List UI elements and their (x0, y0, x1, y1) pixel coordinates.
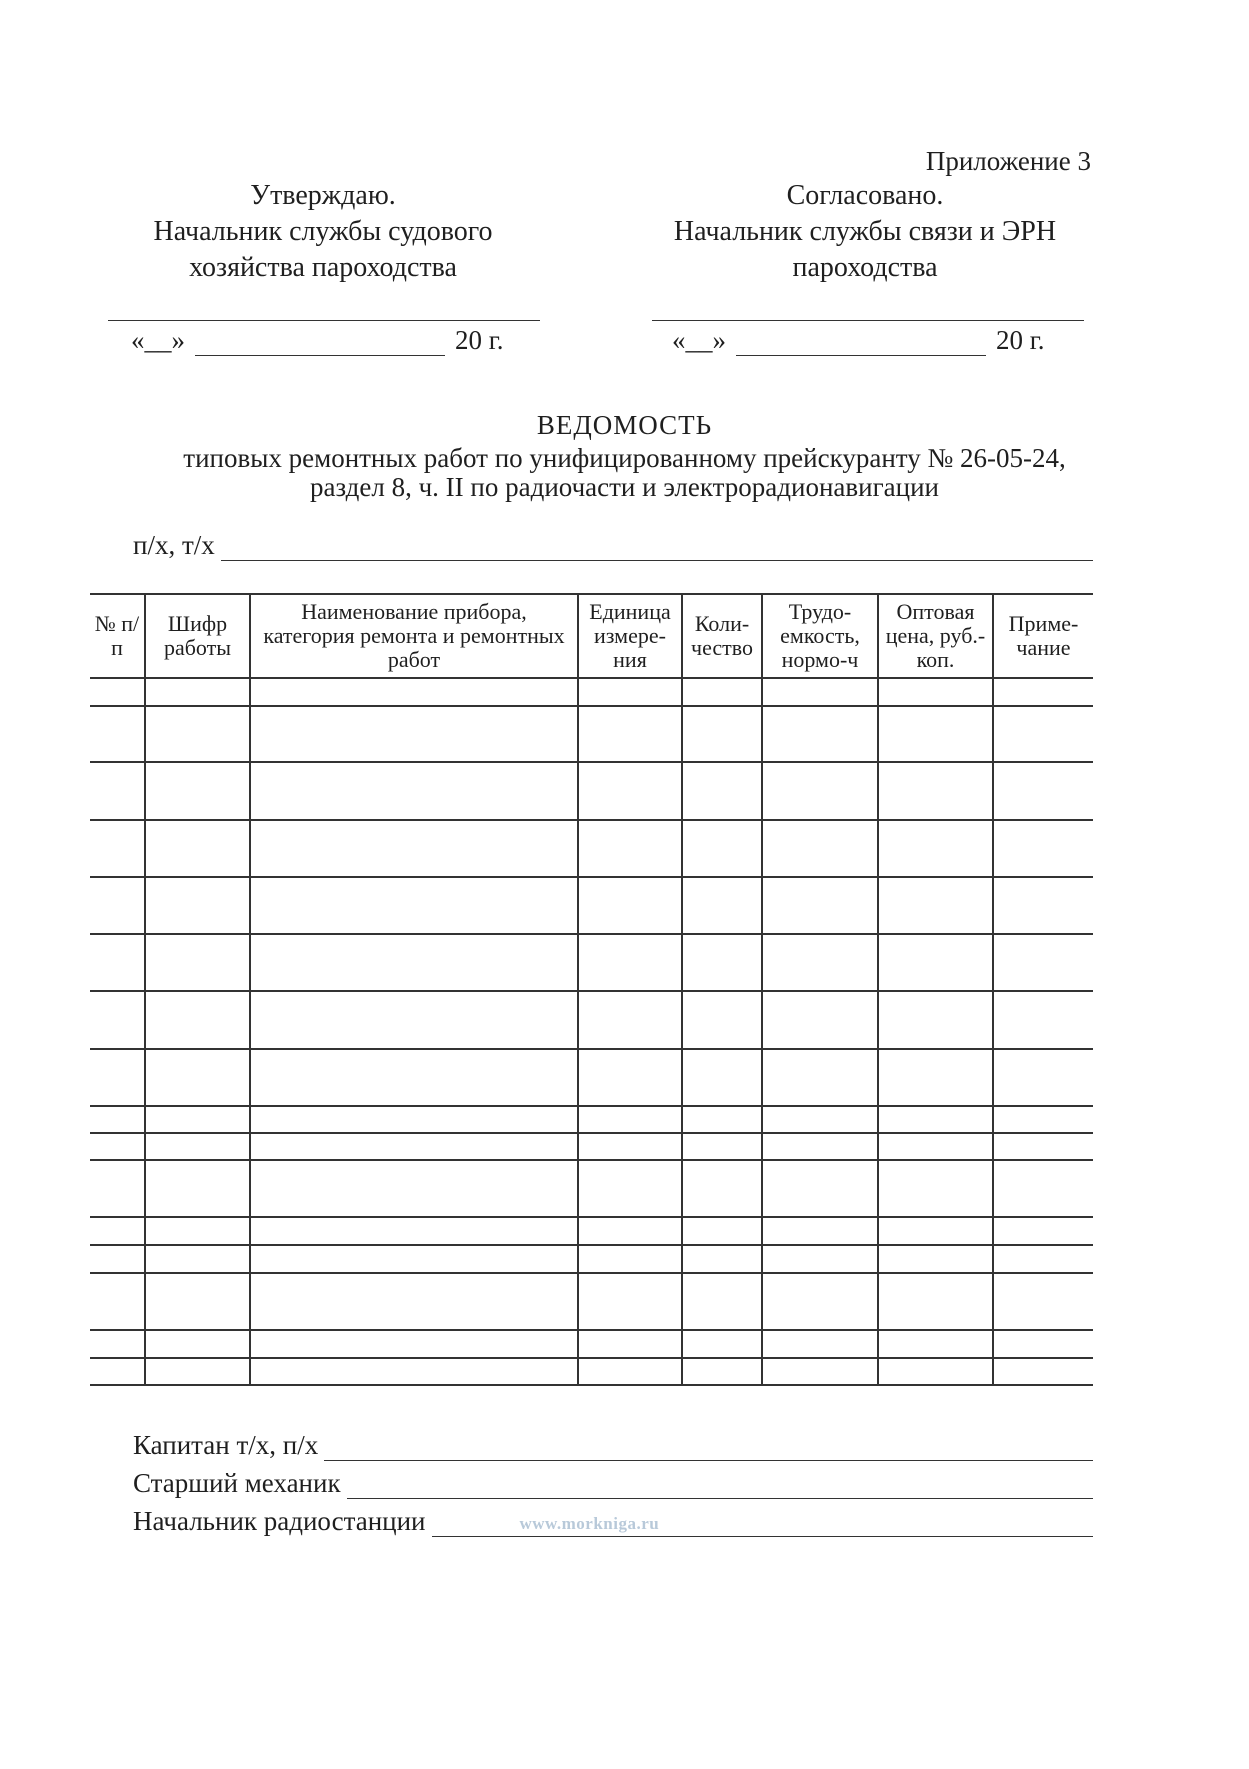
table-cell[interactable] (993, 877, 1093, 934)
table-cell[interactable] (878, 762, 993, 820)
table-row (90, 1358, 1093, 1385)
table-cell[interactable] (145, 934, 250, 991)
table-cell[interactable] (878, 1133, 993, 1160)
radio-chief-signature-line[interactable] (432, 1512, 1094, 1537)
column-header-code: Шифр работы (145, 594, 250, 678)
table-cell[interactable] (145, 1273, 250, 1330)
table-cell[interactable] (250, 1133, 578, 1160)
agree-line: Начальник службы связи и ЭРН (673, 216, 1057, 247)
column-header-quantity: Коли-чество (682, 594, 762, 678)
table-cell[interactable] (145, 820, 250, 877)
table-cell[interactable] (878, 820, 993, 877)
document-subtitle-line2: раздел 8, ч. II по радиочасти и электрорадионавигации (310, 472, 939, 502)
approve-date-day[interactable]: «__» (131, 325, 185, 355)
table-cell[interactable] (145, 991, 250, 1049)
agree-line: пароходства (792, 252, 938, 283)
table-cell[interactable] (90, 1217, 145, 1245)
table-cell[interactable] (250, 1217, 578, 1245)
table-cell[interactable] (762, 1049, 878, 1106)
table-row (90, 1330, 1093, 1358)
radio-chief-label: Начальник радиостанции (133, 1506, 426, 1536)
agree-block (645, 178, 1085, 286)
table-cell[interactable] (878, 1049, 993, 1106)
table-cell[interactable] (145, 1133, 250, 1160)
vessel-field (133, 530, 1093, 561)
table-cell[interactable] (90, 934, 145, 991)
table-cell[interactable] (145, 877, 250, 934)
agree-date-year[interactable]: 20 г. (996, 325, 1045, 355)
table-cell[interactable] (993, 1160, 1093, 1217)
table-cell[interactable] (250, 991, 578, 1049)
table-cell[interactable] (878, 934, 993, 991)
table-cell[interactable] (145, 1358, 250, 1385)
table-cell[interactable] (993, 1358, 1093, 1385)
table-cell[interactable] (682, 1245, 762, 1273)
table-cell[interactable] (762, 1160, 878, 1217)
table-cell[interactable] (90, 1106, 145, 1133)
table-cell[interactable] (878, 1106, 993, 1133)
table-cell[interactable] (578, 1133, 682, 1160)
table-row (90, 1106, 1093, 1133)
watermark: www.morkniga.ru (519, 1514, 660, 1533)
table-cell[interactable] (682, 991, 762, 1049)
document-title: ВЕДОМОСТЬ (536, 410, 713, 440)
table-row (90, 1133, 1093, 1160)
table-cell[interactable] (762, 1330, 878, 1358)
table-cell[interactable] (90, 1330, 145, 1358)
table-cell[interactable] (90, 706, 145, 762)
table-cell[interactable] (878, 706, 993, 762)
table-cell[interactable] (682, 762, 762, 820)
table-cell[interactable] (578, 1049, 682, 1106)
table-cell[interactable] (682, 1330, 762, 1358)
table-cell[interactable] (682, 678, 762, 706)
chief-engineer-label: Старший механик (133, 1468, 341, 1498)
table-cell[interactable] (90, 1358, 145, 1385)
table-cell[interactable] (993, 991, 1093, 1049)
table-cell[interactable] (250, 877, 578, 934)
agree-date-month-blank[interactable] (736, 331, 986, 356)
table-row (90, 1217, 1093, 1245)
approve-block (103, 178, 543, 286)
column-header-unit: Единица измере-ния (578, 594, 682, 678)
table-cell[interactable] (90, 820, 145, 877)
agree-date (672, 325, 1045, 356)
table-row (90, 678, 1093, 706)
approve-date-year[interactable]: 20 г. (455, 325, 504, 355)
table-cell[interactable] (762, 934, 878, 991)
table-cell[interactable] (90, 1160, 145, 1217)
table-row (90, 1160, 1093, 1217)
table-cell[interactable] (762, 1273, 878, 1330)
table-cell[interactable] (762, 1358, 878, 1385)
table-cell[interactable] (993, 678, 1093, 706)
table-cell[interactable] (993, 1245, 1093, 1273)
table-cell[interactable] (993, 1049, 1093, 1106)
table-row (90, 1273, 1093, 1330)
agree-date-day[interactable]: «__» (672, 325, 726, 355)
approve-date-month-blank[interactable] (195, 331, 445, 356)
table-cell[interactable] (250, 1358, 578, 1385)
table-cell[interactable] (578, 1160, 682, 1217)
table-cell[interactable] (90, 1049, 145, 1106)
approve-date (131, 325, 504, 356)
table-cell[interactable] (578, 1358, 682, 1385)
table-row (90, 991, 1093, 1049)
agree-signature-line[interactable] (652, 320, 1084, 321)
table-cell[interactable] (90, 1273, 145, 1330)
table-cell[interactable] (578, 820, 682, 877)
column-header-price: Оптовая цена, руб.-коп. (878, 594, 993, 678)
table-cell[interactable] (878, 1217, 993, 1245)
vessel-label: п/х, т/х (133, 530, 215, 560)
table-cell[interactable] (145, 706, 250, 762)
table-cell[interactable] (90, 877, 145, 934)
table-cell[interactable] (682, 1273, 762, 1330)
approve-line: Начальник службы судового (153, 216, 493, 247)
table-cell[interactable] (682, 1217, 762, 1245)
table-cell[interactable] (250, 1106, 578, 1133)
table-cell[interactable] (145, 1217, 250, 1245)
table-cell[interactable] (682, 1160, 762, 1217)
table-cell[interactable] (762, 1106, 878, 1133)
table-cell[interactable] (682, 1049, 762, 1106)
table-header-row (90, 594, 1093, 678)
table-cell[interactable] (682, 1133, 762, 1160)
table-cell[interactable] (90, 762, 145, 820)
column-header-note: Приме-чание (993, 594, 1093, 678)
table-cell[interactable] (762, 1133, 878, 1160)
table-cell[interactable] (578, 1217, 682, 1245)
appendix-label: Приложение 3 (925, 146, 1091, 176)
table-cell[interactable] (762, 820, 878, 877)
table-cell[interactable] (993, 762, 1093, 820)
approve-line: хозяйства пароходства (189, 252, 457, 283)
table-cell[interactable] (993, 820, 1093, 877)
table-cell[interactable] (762, 1217, 878, 1245)
table-cell[interactable] (762, 877, 878, 934)
table-cell[interactable] (578, 1106, 682, 1133)
table-cell[interactable] (878, 1273, 993, 1330)
column-header-labor: Трудо-емкость, нормо-ч (762, 594, 878, 678)
table-cell[interactable] (90, 1245, 145, 1273)
table-cell[interactable] (993, 1273, 1093, 1330)
table-cell[interactable] (578, 1245, 682, 1273)
document-subtitle-line1: типовых ремонтных работ по унифицированному прейскуранту № 26-05-24, (183, 443, 1066, 473)
table-cell[interactable] (682, 1106, 762, 1133)
table-cell[interactable] (578, 1330, 682, 1358)
column-header-number: № п/п (90, 594, 145, 678)
table-cell[interactable] (90, 991, 145, 1049)
table-cell[interactable] (682, 1358, 762, 1385)
chief-engineer-signature-line[interactable] (347, 1474, 1093, 1499)
table-cell[interactable] (993, 706, 1093, 762)
vessel-input-line[interactable] (221, 536, 1093, 561)
table-cell[interactable] (762, 762, 878, 820)
table-cell[interactable] (762, 1245, 878, 1273)
radio-chief-signature (133, 1506, 1093, 1537)
table-cell[interactable] (762, 678, 878, 706)
table-row (90, 1245, 1093, 1273)
captain-signature (133, 1430, 1093, 1461)
table-cell[interactable] (993, 934, 1093, 991)
table-cell[interactable] (878, 1330, 993, 1358)
table-cell[interactable] (578, 1273, 682, 1330)
column-header-name: Наименование прибора, категория ремонта и ремонтных работ (250, 594, 578, 678)
table-cell[interactable] (878, 991, 993, 1049)
table-row (90, 1049, 1093, 1106)
chief-engineer-signature (133, 1468, 1093, 1499)
table-cell[interactable] (682, 934, 762, 991)
table-cell[interactable] (250, 706, 578, 762)
table-cell[interactable] (145, 1106, 250, 1133)
table-row (90, 820, 1093, 877)
captain-signature-line[interactable] (324, 1436, 1093, 1461)
table-cell[interactable] (578, 678, 682, 706)
table-cell[interactable] (145, 762, 250, 820)
table-cell[interactable] (878, 678, 993, 706)
table-cell[interactable] (250, 1245, 578, 1273)
approve-signature-line[interactable] (108, 320, 540, 321)
table-cell[interactable] (250, 1330, 578, 1358)
table-cell[interactable] (993, 1217, 1093, 1245)
table-cell[interactable] (993, 1133, 1093, 1160)
table-cell[interactable] (250, 1049, 578, 1106)
table-cell[interactable] (578, 706, 682, 762)
table-cell[interactable] (250, 820, 578, 877)
table-row (90, 877, 1093, 934)
repair-works-table (90, 593, 1093, 1386)
table-cell[interactable] (145, 1245, 250, 1273)
table-row (90, 706, 1093, 762)
table-cell[interactable] (250, 934, 578, 991)
table-cell[interactable] (145, 678, 250, 706)
table-cell[interactable] (878, 1160, 993, 1217)
table-cell[interactable] (250, 1160, 578, 1217)
table-cell[interactable] (145, 1049, 250, 1106)
table-cell[interactable] (145, 1160, 250, 1217)
table-cell[interactable] (578, 877, 682, 934)
table-cell[interactable] (90, 1133, 145, 1160)
table-cell[interactable] (682, 877, 762, 934)
table-cell[interactable] (682, 706, 762, 762)
table-cell[interactable] (762, 991, 878, 1049)
table-cell[interactable] (993, 1330, 1093, 1358)
table-row (90, 934, 1093, 991)
table-cell[interactable] (250, 1273, 578, 1330)
table-cell[interactable] (878, 877, 993, 934)
table-cell[interactable] (682, 820, 762, 877)
captain-label: Капитан т/х, п/х (133, 1430, 319, 1460)
agree-line: Согласовано. (786, 180, 944, 211)
table-cell[interactable] (145, 1330, 250, 1358)
table-cell[interactable] (762, 706, 878, 762)
table-cell[interactable] (250, 678, 578, 706)
table-cell[interactable] (250, 762, 578, 820)
table-row (90, 762, 1093, 820)
table-cell[interactable] (993, 1106, 1093, 1133)
table-cell[interactable] (878, 1245, 993, 1273)
table-cell[interactable] (578, 934, 682, 991)
table-cell[interactable] (578, 991, 682, 1049)
approve-line: Утверждаю. (250, 180, 396, 211)
table-cell[interactable] (90, 678, 145, 706)
table-cell[interactable] (878, 1358, 993, 1385)
table-cell[interactable] (578, 762, 682, 820)
